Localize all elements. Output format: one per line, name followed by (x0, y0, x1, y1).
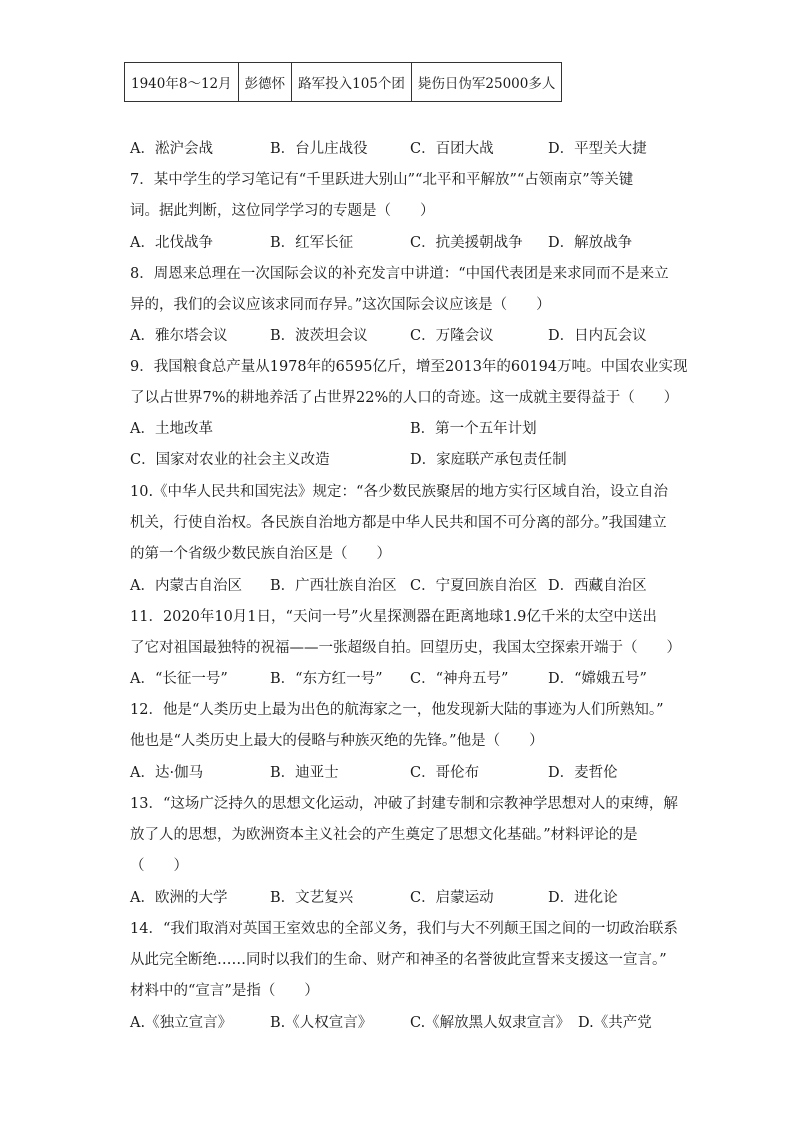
q11-option-d[interactable]: D．“嫦娥五号” (548, 671, 647, 687)
q12-option-d[interactable]: D．麦哲伦 (548, 765, 618, 781)
q11-options (130, 664, 670, 695)
question-10-line: 10.《中华人民共和国宪法》规定：“各少数民族聚居的地方实行区域自治，设立自治 (130, 484, 668, 500)
q14-options (130, 1008, 670, 1039)
table-cell-time: 1940年8～12月 (125, 63, 239, 102)
q9-option-a[interactable]: A．土地改革 (130, 421, 213, 437)
q10-option-c[interactable]: C．宁夏回族自治区 (410, 578, 538, 594)
q10-option-a[interactable]: A．内蒙古自治区 (130, 578, 242, 594)
question-11-line: 11．2020年10月1日，“天问一号”火星探测器在距离地球1.9亿千米的太空中送出 (130, 609, 657, 625)
question-13 (130, 789, 678, 882)
question-7 (130, 165, 670, 227)
q10-option-b[interactable]: B．广西壮族自治区 (270, 578, 397, 594)
question-8 (130, 259, 670, 321)
question-13-line: 13．“这场广泛持久的思想文化运动，冲破了封建专制和宗教神学思想对人的束缚，解 (130, 796, 678, 812)
question-13-line: 放了人的思想，为欧洲资本主义社会的产生奠定了思想文化基础。”材料评论的是 (130, 827, 638, 843)
question-9-line: 了以占世界7%的耕地养活了占世界22%的人口的奇迹。这一成就主要得益于（ ） (130, 390, 679, 406)
q12-option-b[interactable]: B．迪亚士 (270, 765, 339, 781)
question-12 (130, 695, 670, 757)
table-cell-troops: 路军投入105个团 (292, 63, 412, 102)
q10-option-d[interactable]: D．西藏自治区 (548, 578, 647, 594)
question-10-line: 机关，行使自治权。各民族自治地方都是中华人民共和国不可分离的部分。”我国建立 (130, 515, 667, 531)
q7-option-a[interactable]: A．北伐战争 (130, 235, 213, 251)
q11-option-c[interactable]: C．“神舟五号” (410, 671, 509, 687)
question-14-line: 从此完全断绝……同时以我们的生命、财产和神圣的名誉彼此宣誓来支援这一宣言。” (130, 952, 667, 968)
q9-options-row1 (130, 414, 670, 445)
q9-option-b[interactable]: B．第一个五年计划 (410, 421, 537, 437)
q14-option-d[interactable]: D.《共产党 (578, 1015, 652, 1031)
q13-option-d[interactable]: D．进化论 (548, 890, 618, 906)
q13-option-a[interactable]: A．欧洲的大学 (130, 890, 228, 906)
q9-option-c[interactable]: C．国家对农业的社会主义改造 (130, 452, 330, 468)
q14-option-b[interactable]: B.《人权宣言》 (270, 1015, 373, 1031)
q13-options (130, 883, 670, 914)
question-12-line: 他也是“人类历史上最大的侵略与种族灭绝的先锋。”他是（ ） (130, 733, 544, 749)
q12-options (130, 758, 670, 789)
table-cell-commander: 彭德怀 (238, 63, 292, 102)
info-table (124, 62, 562, 102)
q6-options (130, 134, 670, 165)
q9-options-row2 (130, 445, 670, 476)
q6-option-a[interactable]: A．淞沪会战 (130, 141, 213, 157)
q11-option-b[interactable]: B．“东方红一号” (270, 671, 383, 687)
q6-option-b[interactable]: B．台儿庄战役 (270, 141, 368, 157)
q8-options (130, 321, 670, 352)
q9-option-d[interactable]: D．家庭联产承包责任制 (410, 452, 567, 468)
q7-option-d[interactable]: D．解放战争 (548, 235, 633, 251)
q8-option-b[interactable]: B．波茨坦会议 (270, 328, 368, 344)
q8-option-d[interactable]: D．日内瓦会议 (548, 328, 647, 344)
question-9-line: 9．我国粮食总产量从1978年的6595亿斤，增至2013年的60194万吨。中国农业实现 (130, 359, 688, 375)
table-row (125, 63, 562, 102)
q12-option-c[interactable]: C．哥伦布 (410, 765, 480, 781)
question-14-line: 14．“我们取消对英国王室效忠的全部义务，我们与大不列颠王国之间的一切政治联系 (130, 921, 678, 937)
question-8-line: 异的，我们的会议应该求同而存异。”这次国际会议应该是（ ） (130, 297, 551, 313)
q7-option-c[interactable]: C．抗美援朝战争 (410, 235, 523, 251)
question-10-line: 的第一个省级少数民族自治区是（ ） (130, 546, 391, 562)
question-9 (130, 352, 688, 414)
q10-options (130, 571, 670, 602)
question-11-line: 了它对祖国最独特的祝福——一张超级自拍。回望历史，我国太空探索开端于（ ） (130, 640, 681, 656)
question-7-line: 词。据此判断，这位同学学习的专题是（ ） (130, 203, 435, 219)
q14-option-a[interactable]: A.《独立宣言》 (130, 1015, 233, 1031)
q8-option-a[interactable]: A．雅尔塔会议 (130, 328, 228, 344)
question-11 (130, 602, 681, 664)
q7-option-b[interactable]: B．红军长征 (270, 235, 354, 251)
q8-option-c[interactable]: C．万隆会议 (410, 328, 494, 344)
q14-option-c[interactable]: C.《解放黑人奴隶宣言》 (410, 1015, 571, 1031)
question-7-line: 7．某中学生的学习笔记有“千里跃进大别山”“北平和平解放”“占领南京”等关键 (130, 172, 634, 188)
question-14 (130, 914, 678, 1007)
question-10 (130, 477, 670, 570)
q6-option-c[interactable]: C．百团大战 (410, 141, 494, 157)
table-cell-result: 毙伤日伪军25000多人 (411, 63, 561, 102)
question-13-line: （ ） (130, 858, 188, 874)
question-14-line: 材料中的“宣言”是指（ ） (130, 983, 319, 999)
q11-option-a[interactable]: A．“长征一号” (130, 671, 228, 687)
q7-options (130, 228, 670, 259)
q13-option-b[interactable]: B．文艺复兴 (270, 890, 354, 906)
q12-option-a[interactable]: A．达·伽马 (130, 765, 204, 781)
q6-option-d[interactable]: D．平型关大捷 (548, 141, 647, 157)
question-12-line: 12．他是“人类历史上最为出色的航海家之一，他发现新大陆的事迹为人们所熟知。” (130, 702, 664, 718)
question-8-line: 8．周恩来总理在一次国际会议的补充发言中讲道：“中国代表团是来求同而不是来立 (130, 266, 669, 282)
q13-option-c[interactable]: C．启蒙运动 (410, 890, 494, 906)
